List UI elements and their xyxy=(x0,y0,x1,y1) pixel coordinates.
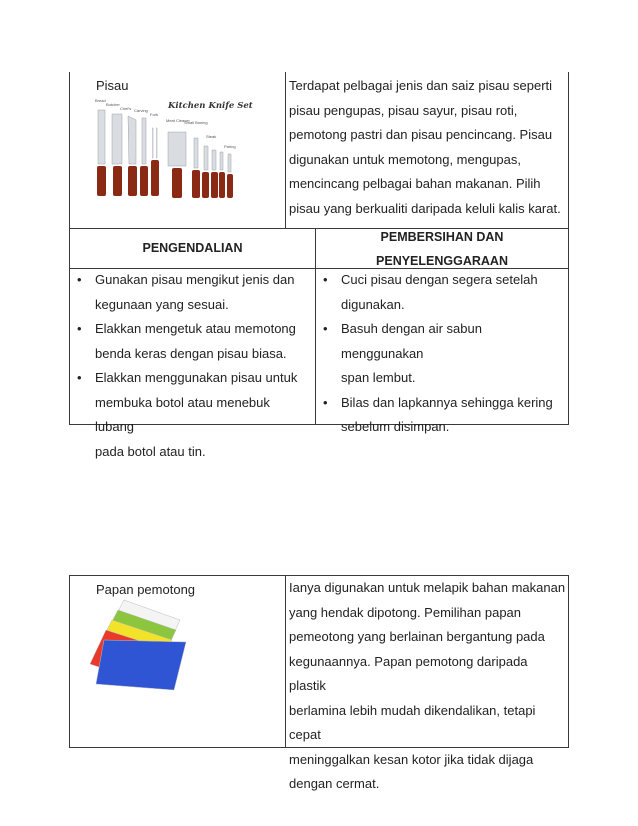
papan-description xyxy=(289,576,567,797)
list-item xyxy=(71,317,311,366)
pisau-description-line: pemotong pastri dan pisau pencincang. Pisau xyxy=(289,127,553,142)
knife-label: Chef's xyxy=(120,106,132,111)
list-item-line: • Basuh dengan air sabun menggunakan xyxy=(341,321,482,361)
papan-description-line: meninggalkan kesan kotor jika tidak dijaga xyxy=(289,751,534,767)
list-item-line: • Bilas dan lapkannya sehingga kering xyxy=(341,394,553,410)
papan-description-line: berlamina lebih mudah dikendalikan, tetapi cepat xyxy=(289,702,536,742)
header-pembersihan-line: PENYELENGGARAAN xyxy=(376,254,508,268)
list-item-line: • Elakkan mengetuk atau memotong xyxy=(95,321,296,336)
knife-label: Butcher xyxy=(106,102,120,107)
pisau-description-line: Terdapat pelbagai jenis dan saiz pisau seperti xyxy=(289,78,553,93)
list-item xyxy=(317,317,567,391)
table-border xyxy=(69,575,70,748)
list-item xyxy=(317,268,567,317)
papan-description-line: kegunaannya. Papan pemotong daripada plastik xyxy=(289,653,528,693)
pisau-description-line: pisau pengupas, pisau sayur, pisau roti, xyxy=(289,102,518,118)
table-border xyxy=(568,228,569,425)
list-item xyxy=(317,391,567,440)
papan-description-line: dengan cermat. xyxy=(289,776,380,791)
knife-label: Fork xyxy=(150,112,158,117)
list-item-line: digunakan. xyxy=(341,296,405,312)
list-item-line: kegunaan yang sesuai. xyxy=(95,296,229,312)
list-item-line: membuka botol atau menebuk lubang xyxy=(95,394,270,434)
item-name-pisau: Pisau xyxy=(96,78,129,93)
knife-label: Paring xyxy=(224,144,236,149)
list-item-line: span lembut. xyxy=(341,370,416,385)
list-item xyxy=(71,268,311,317)
table-border xyxy=(568,575,569,748)
knife-label: Carving xyxy=(134,108,148,113)
knife-set-icon xyxy=(92,96,253,204)
pisau-description-line: digunakan untuk memotong, mengupas, xyxy=(289,151,521,167)
table-border xyxy=(285,72,286,229)
table-border xyxy=(69,72,70,229)
papan-description-line: yang hendak dipotong. Pemilihan papan xyxy=(289,604,522,620)
knife-label: Bread xyxy=(95,98,106,103)
knife-set-caption: Kitchen Knife Set xyxy=(168,101,253,111)
header-pembersihan xyxy=(316,225,568,273)
knife-set-image xyxy=(92,96,253,204)
pembersihan-list xyxy=(317,268,567,440)
cutting-board-image xyxy=(92,598,202,694)
list-item-line: pada botol atau tin. xyxy=(95,443,206,459)
item-name-papan: Papan pemotong xyxy=(96,582,196,597)
list-item-line: • Elakkan menggunakan pisau untuk xyxy=(95,370,298,385)
knife-label: Small Boning xyxy=(184,120,208,125)
header-pengendalian: PENGENDALIAN xyxy=(142,241,243,255)
pisau-description-line: mencincang pelbagai bahan makanan. Pilih xyxy=(289,176,541,191)
list-item-line: benda keras dengan pisau biasa. xyxy=(95,345,287,361)
header-pembersihan-line: PEMBERSIHAN DAN xyxy=(380,230,504,244)
knife-label: Steak xyxy=(206,134,217,139)
pisau-description xyxy=(289,74,564,221)
table-border xyxy=(568,72,569,229)
list-item-line: sebelum disimpan. xyxy=(341,419,450,434)
list-item xyxy=(71,366,311,464)
list-item-line: • Gunakan pisau mengikut jenis dan xyxy=(95,272,295,287)
table-border xyxy=(285,575,286,748)
knife-label: Meat Cleaver xyxy=(166,118,190,123)
pisau-description-line: pisau yang berkualiti daripada keluli kalis karat. xyxy=(289,200,561,216)
cutting-board-icon xyxy=(92,598,202,694)
papan-description-line: Ianya digunakan untuk melapik bahan makanan xyxy=(289,580,566,595)
papan-description-line: pemeotong yang berlainan bergantung pada xyxy=(289,629,545,644)
list-item-line: • Cuci pisau dengan segera setelah xyxy=(341,272,538,287)
pengendalian-list xyxy=(71,268,311,464)
